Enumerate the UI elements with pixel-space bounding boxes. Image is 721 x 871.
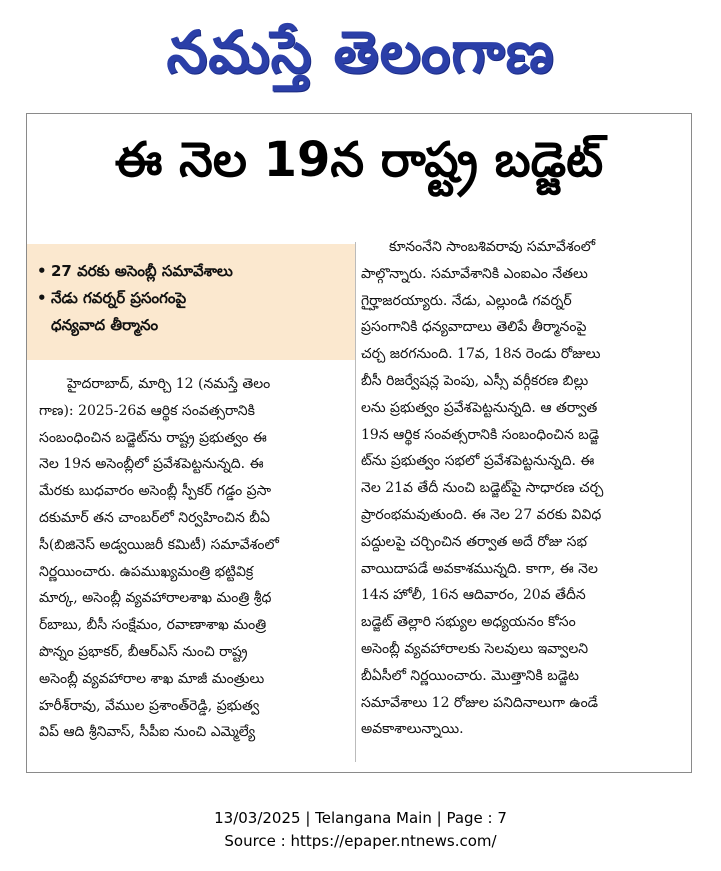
body-line: అసెంబ్లీ వ్యవహారాల శాఖ మాజీ మంత్రులు — [39, 670, 265, 687]
body-line: ర్‌బాబు, బీసీ సంక్షేమం, రవాణాశాఖ మంత్రి — [39, 617, 267, 634]
body-line: బీసీ రిజర్వేషన్ల పెంపు, ఎస్సీ వర్గీకరణ బిల్లు — [361, 372, 589, 389]
body-line: బడ్జెట్ తెల్లారి సభ్యుల అధ్యయనం కోసం — [361, 614, 576, 631]
body-line: గైర్హాజరయ్యారు. నేడు, ఎల్లుండి గవర్నర్ — [361, 292, 572, 309]
body-line: మేరకు బుధవారం అసెంబ్లీ స్పీకర్ గడ్డం ప్రసా — [39, 483, 272, 500]
body-line: 14న హోలీ, 16న ఆదివారం, 20వ తేదీన — [361, 587, 586, 604]
body-line: దకుమార్ తన చాంబర్‌లో నిర్వహించిన బీఏ — [39, 509, 271, 526]
highlight-text: ధన్యవాద తీర్మానం — [51, 316, 159, 334]
body-line: సమావేశాలు 12 రోజుల పనిదినాలుగా ఉండే — [361, 694, 599, 711]
highlights-box — [27, 244, 355, 360]
body-line: బీఏసీలో నిర్ణయించారు. మొత్తానికి బడ్జెట — [361, 667, 579, 684]
body-line: నెల 19న అసెంబ్లీలో ప్రవేశపెట్టనున్నది. ఈ — [39, 456, 264, 473]
body-line: మార్క, అసెంబ్లీ వ్యవహారాలశాఖ మంత్రి శ్రీధ — [39, 590, 272, 607]
body-line: పొన్నం ప్రభాకర్, బీఆర్‌ఎస్ నుంచి రాష్ట్ర — [39, 643, 248, 660]
body-line: అసెంబ్లీ వ్యవహారాలకు సెలవులు ఇవ్వాలని — [361, 640, 589, 657]
body-line: ప్రారంభమవుతుంది. ఈ నెల 27 వరకు వివిధ — [361, 506, 602, 523]
highlight-item — [37, 285, 345, 312]
body-line: కూనంనేని సాంబశివరావు సమావేశంలో — [389, 239, 596, 255]
body-line: పాల్గొన్నారు. సమావేశానికి ఎంఐఎం నేతలు — [361, 265, 588, 282]
footer-edition-info: 13/03/2025 | Telangana Main | Page : 7 — [214, 809, 507, 827]
article-body-left-column — [39, 371, 349, 746]
highlight-text: 27 వరకు అసెంబ్లీ సమావేశాలు — [51, 262, 233, 280]
footer-source-link[interactable]: Source : https://epaper.ntnews.com/ — [224, 832, 497, 850]
masthead-logo: నమస్తే తెలంగాణ — [166, 18, 555, 86]
body-line: సీ(బిజినెస్ అడ్వయిజరీ కమిటీ) సమావేశంలో — [39, 536, 279, 553]
highlight-item — [37, 258, 345, 285]
body-line: హరీశ్‌రావు, వేముల ప్రశాంత్‌రెడ్డి, ప్రభుత్వ — [39, 697, 260, 714]
body-line: చర్చ జరగనుంది. 17వ, 18న రెండు రోజులు — [361, 346, 601, 363]
article-headline: ఈ నెల 19న రాష్ట్ర బడ్జెట్ — [114, 132, 604, 188]
article-clipping — [26, 113, 692, 773]
bullet-icon: • — [37, 289, 47, 307]
body-line: వాయిదాపడే అవకాశమున్నది. కాగా, ఈ నెల — [361, 560, 598, 577]
body-line: విప్ ఆది శ్రీనివాస్, సీపీఐ నుంచి ఎమ్మెల్యే — [39, 724, 256, 741]
body-line: ప్రసంగానికి ధన్యవాదాలు తెలిపే తీర్మానంపై — [361, 319, 587, 336]
body-line: అవకాశాలున్నాయి. — [361, 721, 464, 738]
body-line: సంబంధించిన బడ్జెట్‌ను రాష్ట్ర ప్రభుత్వం ఈ — [39, 429, 267, 446]
body-line: లను ప్రభుత్వం ప్రవేశపెట్టనున్నది. ఆ తర్వాత — [361, 399, 598, 416]
body-line: 19న ఆర్థిక సంవత్సరానికి సంబంధించిన బడ్జె — [361, 426, 600, 443]
highlight-text: నేడు గవర్నర్ ప్రసంగంపై — [51, 289, 187, 307]
body-line: ట్‌ను ప్రభుత్వం సభలో ప్రవేశపెట్టనున్నది. ఈ — [361, 453, 595, 470]
article-body-right-column — [361, 234, 683, 743]
bullet-icon: • — [37, 262, 47, 280]
newspaper-masthead — [0, 4, 721, 100]
body-line: నెల 21వ తేదీ నుంచి బడ్జెట్‌పై సాధారణ చర్చ — [361, 480, 604, 497]
body-line: హైదరాబాద్, మార్చి 12 (నమస్తే తెలం — [67, 376, 271, 392]
highlight-item — [37, 312, 345, 339]
column-divider — [355, 242, 356, 762]
body-line: గాణ): 2025-26వ ఆర్థిక సంవత్సరానికి — [39, 402, 255, 419]
body-line: పద్దులపై చర్చించిన తర్వాత అదే రోజు సభ — [361, 533, 587, 550]
body-line: నిర్ణయించారు. ఉపముఖ్యమంత్రి భట్టివిక్ర — [39, 563, 254, 580]
